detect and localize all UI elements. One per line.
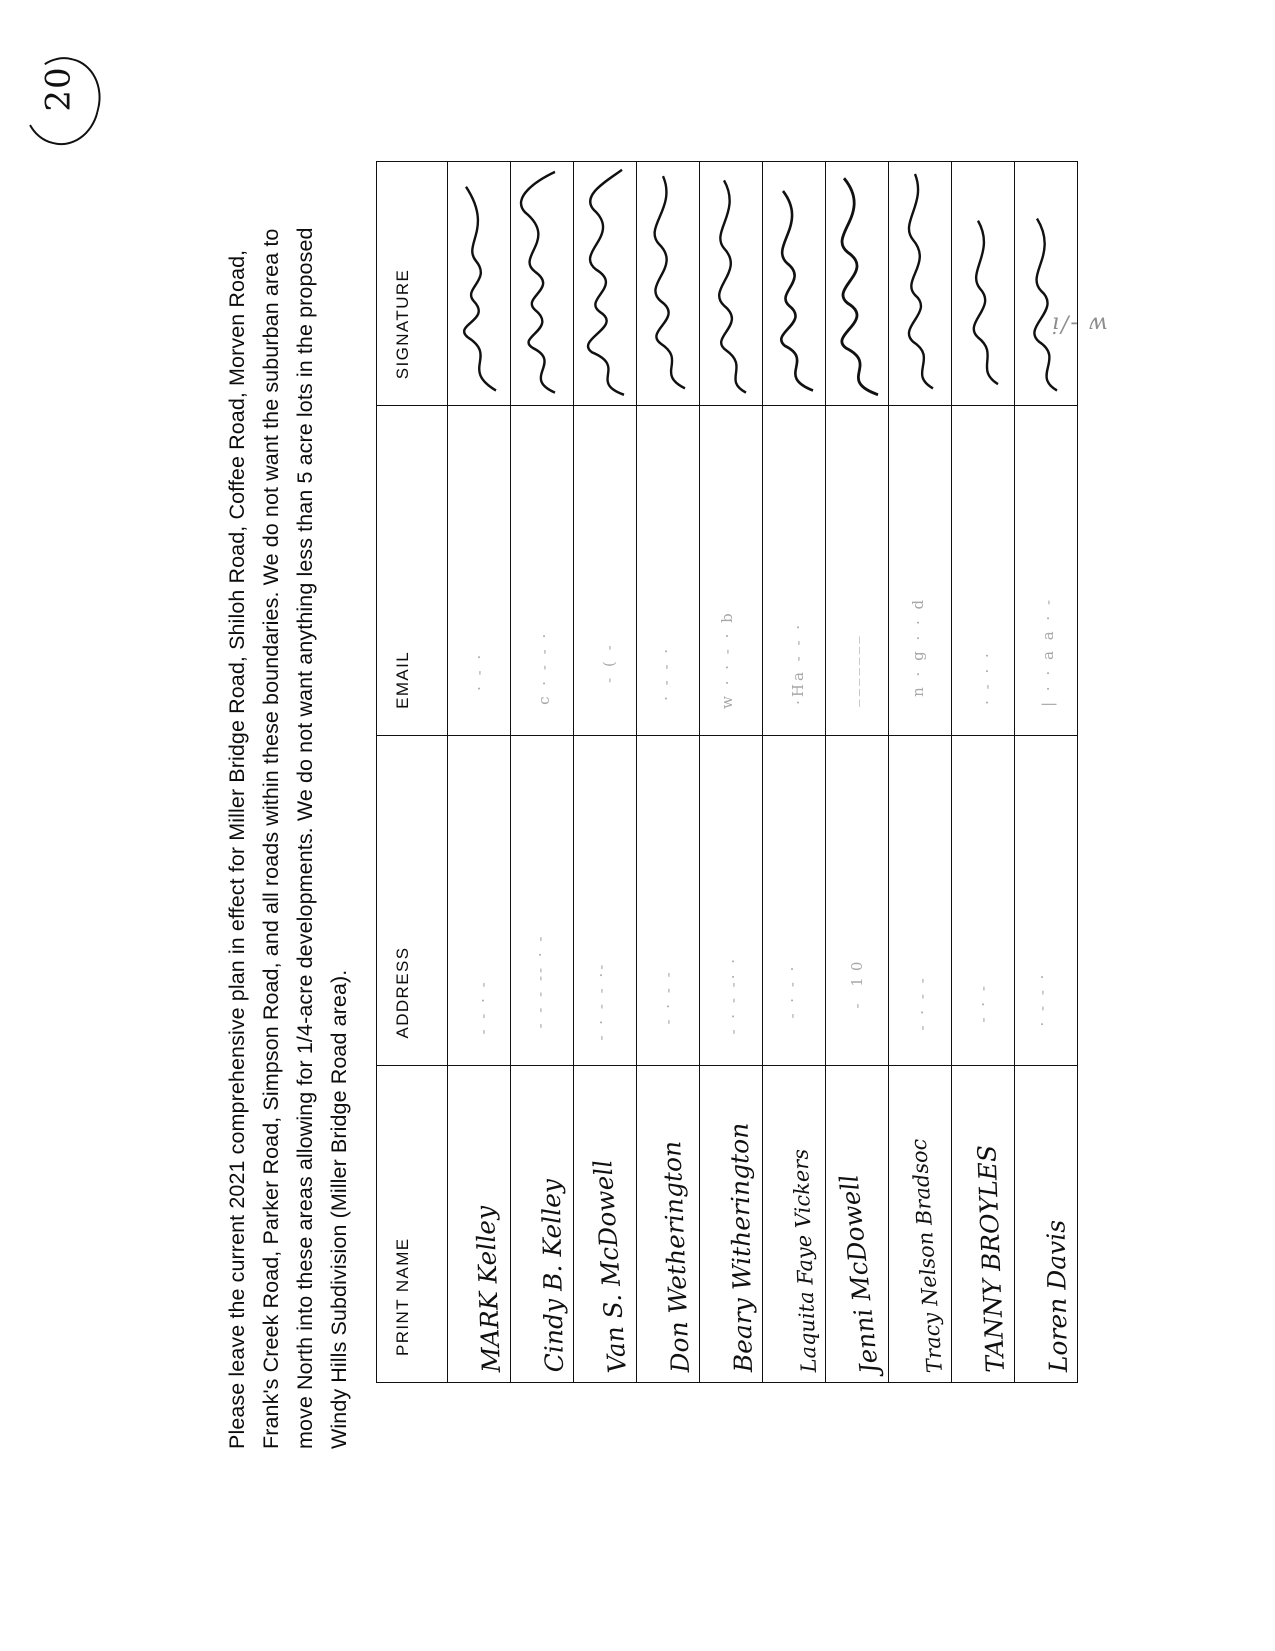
petition-statement — [220, 224, 356, 1449]
faint-address-mark: - · - — [973, 982, 992, 1023]
cell-signature — [888, 161, 951, 405]
petition-statement-line-4: Windy Hills Subdivision (Miller Bridge Road area). — [326, 969, 351, 1449]
cell-address — [447, 735, 510, 1065]
signature-don-wetherington — [641, 165, 697, 399]
cell-email — [888, 405, 951, 735]
cell-email — [825, 405, 888, 735]
table-row — [762, 161, 825, 1382]
cell-signature — [699, 161, 762, 405]
cell-signature — [1014, 161, 1077, 405]
faint-address-mark: - 10 — [847, 955, 866, 1009]
table-row — [510, 161, 573, 1382]
scanned-petition-sheet — [108, 111, 1168, 1541]
faint-address-mark: - · - - — [658, 968, 677, 1025]
cell-print-name — [762, 1065, 825, 1382]
page-number-value: 20 — [38, 66, 79, 112]
faint-email-mark: c · - - · — [534, 630, 553, 705]
signature-laquita-vickers — [767, 165, 823, 399]
handwritten-print-name: TANNY BROYLES — [971, 1143, 1010, 1373]
cell-address — [888, 735, 951, 1065]
signature-jenni-mcdowell — [830, 165, 886, 399]
faint-address-mark: · - - · — [1032, 971, 1051, 1027]
faint-address-mark: - - - -- · - — [530, 933, 549, 1029]
column-header-signature: SIGNATURE — [376, 161, 447, 405]
cell-signature — [762, 161, 825, 405]
column-header-email: EMAIL — [376, 405, 447, 735]
handwritten-print-name: Laquita Faye Vickers — [787, 1147, 821, 1373]
handwritten-print-name: Van S. McDowell — [587, 1158, 632, 1374]
cell-address — [699, 735, 762, 1065]
table-row — [636, 161, 699, 1382]
cell-print-name — [888, 1065, 951, 1382]
faint-email-mark: n · g · · d — [908, 596, 927, 697]
signature-table — [376, 161, 1078, 1383]
table-row — [1014, 161, 1077, 1382]
signature-cindy-kelley — [515, 165, 571, 399]
cell-address — [510, 735, 573, 1065]
cell-email — [573, 405, 636, 735]
cell-print-name — [699, 1065, 762, 1382]
table-row — [699, 161, 762, 1382]
cell-address — [825, 735, 888, 1065]
table-row — [825, 161, 888, 1382]
handwritten-print-name: MARK Kelley — [470, 1204, 506, 1373]
table-row — [573, 161, 636, 1382]
faint-email-mark: · - · — [469, 651, 488, 691]
bottom-scribble-annotation: w -/i — [1049, 310, 1108, 336]
signature-table-body — [447, 161, 1077, 1382]
signature-van-mcdowell — [578, 165, 634, 399]
handwritten-print-name: Don Wetherington — [656, 1139, 695, 1373]
cell-signature — [825, 161, 888, 405]
table-row — [888, 161, 951, 1382]
cell-address — [573, 735, 636, 1065]
handwritten-print-name: Loren Davis — [1040, 1219, 1073, 1373]
cell-signature — [573, 161, 636, 405]
petition-statement-line-3: move North into these areas allowing for 1/4-acre developments. We do not want anything less than 5 acre lots in the proposed — [292, 226, 317, 1449]
faint-address-mark: - - · - — [473, 978, 492, 1035]
faint-email-mark: · - - · — [656, 645, 675, 701]
cell-signature — [510, 161, 573, 405]
faint-email-mark: · - · · — [977, 649, 996, 705]
cell-print-name — [951, 1065, 1014, 1382]
petition-statement-line-1: Please leave the current 2021 comprehensive plan in effect for Miller Bridge Road, Shiloh Road, Coffee Road, Morven Road, — [224, 249, 249, 1449]
cell-address — [636, 735, 699, 1065]
faint-email-mark: ·Ha - - · — [788, 621, 807, 705]
faint-email-mark: | · · a a · - — [1038, 596, 1057, 707]
faint-email-mark: w · · - · b — [717, 609, 736, 709]
cell-print-name — [636, 1065, 699, 1382]
cell-print-name — [1014, 1065, 1077, 1382]
faint-address-mark: - · - - ·- — [591, 961, 610, 1041]
signature-tracy-nelson — [893, 165, 949, 399]
faint-email-mark: _______ — [841, 632, 860, 707]
cell-address — [762, 735, 825, 1065]
cell-signature — [636, 161, 699, 405]
handwritten-print-name: Beary Witherington — [724, 1121, 758, 1373]
cell-print-name — [447, 1065, 510, 1382]
faint-email-mark: - ( - — [599, 641, 618, 683]
cell-email — [699, 405, 762, 735]
cell-email — [951, 405, 1014, 735]
signature-table-container — [376, 161, 1073, 1383]
cell-email — [1014, 405, 1077, 735]
table-row — [951, 161, 1014, 1382]
handwritten-print-name: Cindy B. Kelley — [536, 1178, 569, 1373]
column-header-print-name: PRINT NAME — [376, 1065, 447, 1382]
cell-address — [1014, 735, 1077, 1065]
faint-address-mark: - · - - — [912, 974, 931, 1031]
cell-email — [762, 405, 825, 735]
cell-print-name — [510, 1065, 573, 1382]
faint-address-mark: - · - · — [782, 963, 801, 1019]
cell-print-name — [825, 1065, 888, 1382]
page-number-annotation — [22, 55, 112, 145]
signature-loren-davis — [1019, 165, 1075, 399]
cell-signature — [951, 161, 1014, 405]
signature-mark-kelley — [452, 165, 508, 399]
table-header-row — [376, 161, 447, 1382]
table-row — [447, 161, 510, 1382]
signature-tanny-broyles — [956, 165, 1012, 399]
petition-statement-line-2: Frank's Creek Road, Parker Road, Simpson Road, and all roads within these boundaries. We do not want the suburban area to — [258, 228, 283, 1449]
signature-beary-witherington — [704, 165, 760, 399]
handwritten-print-name: Tracy Nelson Bradsoc — [906, 1137, 947, 1374]
faint-address-mark: - · - -· · — [723, 955, 742, 1035]
cell-email — [447, 405, 510, 735]
cell-email — [636, 405, 699, 735]
handwritten-print-name: Jenni McDowell — [833, 1172, 884, 1375]
cell-signature — [447, 161, 510, 405]
cell-print-name — [573, 1065, 636, 1382]
cell-address — [951, 735, 1014, 1065]
cell-email — [510, 405, 573, 735]
column-header-address: ADDRESS — [376, 735, 447, 1065]
